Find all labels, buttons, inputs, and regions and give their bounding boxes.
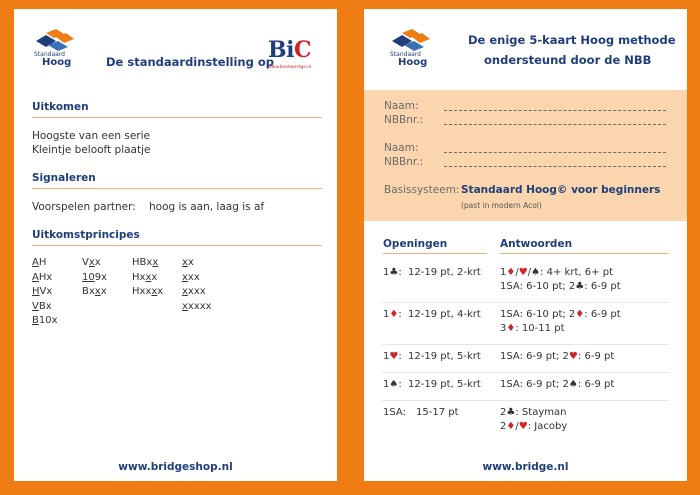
answer-line1-1: 1SA: 6-10 pt; 2♦: 6-9 pt — [500, 309, 621, 320]
uitkomen-title: Uitkomen — [32, 101, 89, 113]
principe-part-pre: Hx — [132, 271, 146, 283]
principe-part-u: x — [145, 271, 152, 283]
principe-part-post: Vx — [39, 286, 53, 297]
answer-line2-4: 2♦/♥: Jacoby — [500, 421, 568, 432]
right-header-line2: ondersteund door de NBB — [484, 53, 652, 67]
principe-part-post: x — [94, 257, 101, 268]
principe-col1-4 — [32, 315, 58, 326]
answer-line1-3: 1SA: 6-9 pt; 2♠: 6-9 pt — [500, 379, 615, 390]
principe-part-post: x — [100, 286, 107, 297]
left-card — [14, 9, 337, 481]
principe-part-u: x — [88, 257, 95, 268]
bic-logo — [268, 37, 312, 70]
logo-line2: Hoog — [42, 57, 72, 68]
opening-desc-4: 15-17 pt — [416, 407, 459, 418]
opening-bid-1: 1♦: — [383, 309, 402, 320]
nbbnr-input-2[interactable] — [444, 166, 666, 167]
principe-part-post: x — [157, 286, 164, 297]
bic-b: B — [268, 37, 287, 63]
principe-part-u: x — [94, 286, 101, 297]
logo-line1: Standaard — [34, 51, 65, 58]
opening-desc-1: 12-19 pt, 4-krt — [408, 309, 481, 320]
basissysteem-note: (past in modern Acol) — [461, 201, 542, 210]
right-card — [364, 9, 687, 481]
principe-part-u: x — [182, 286, 188, 297]
row-separator — [382, 302, 669, 303]
left-footer-link[interactable]: www.bridgeshop.nl — [118, 461, 233, 473]
signaleren-label: Voorspelen partner: — [32, 201, 136, 213]
naam-label-1: Naam: — [384, 100, 419, 112]
principe-part-u: B — [32, 315, 39, 326]
answer-line2-1: 3♦: 10-11 pt — [500, 323, 565, 334]
uitkomen-line-2: Kleintje belooft plaatje — [32, 144, 151, 156]
answer-line1-0: 1♦/♥/♠: 4+ krt, 6+ pt — [500, 267, 613, 278]
principe-part-post: x — [187, 257, 194, 268]
principe-col1-2 — [32, 286, 52, 297]
principe-part-pre: HBx — [132, 257, 153, 268]
principe-part-pre: Hxx — [132, 286, 152, 297]
principe-part-post: xxx — [187, 286, 206, 297]
logo-line2: Hoog — [398, 57, 428, 68]
opening-bid-0: 1♣: — [383, 267, 402, 278]
signaleren-title: Signaleren — [32, 172, 96, 184]
principe-col3-1 — [132, 272, 157, 283]
principe-col1-0 — [32, 257, 46, 268]
bic-url: www.bestwestgo.nl — [268, 65, 312, 70]
answer-line1-4: 2♣: Stayman — [500, 407, 567, 418]
principe-part-post: 9x — [94, 271, 108, 283]
principe-part-u: x — [182, 271, 188, 283]
principe-part-post: xx — [187, 271, 200, 283]
principe-col1-1 — [32, 272, 52, 283]
principe-col4-3 — [182, 301, 212, 312]
right-header-line1: De enige 5-kaart Hoog methode — [468, 33, 676, 47]
row-separator — [382, 372, 669, 373]
opening-desc-0: 12-19 pt, 2-krt — [408, 267, 481, 278]
principe-part-u: 10 — [82, 271, 95, 283]
principe-part-u: x — [151, 286, 158, 297]
principe-col1-3 — [32, 301, 52, 312]
principe-col4-0 — [182, 257, 194, 268]
left-header-title: De standaardinstelling op — [106, 55, 274, 69]
principe-part-u: V — [32, 300, 39, 312]
principe-part-pre: Bx — [82, 286, 95, 297]
antwoorden-divider — [500, 253, 669, 254]
right-footer-link[interactable]: www.bridge.nl — [482, 461, 569, 473]
nbbnr-label-2: NBBnr.: — [384, 156, 424, 168]
bic-c: C — [293, 37, 311, 63]
principe-part-u: x — [182, 300, 188, 312]
principe-col2-0 — [82, 257, 101, 268]
basissysteem-label: Basissysteem: — [384, 184, 460, 196]
row-separator — [382, 400, 669, 401]
principe-col3-2 — [132, 286, 163, 297]
answer-line2-0: 1SA: 6-10 pt; 2♣: 6-9 pt — [500, 281, 621, 292]
standaard-hoog-logo-right — [386, 29, 436, 67]
row-separator — [382, 344, 669, 345]
principe-part-u: A — [32, 257, 39, 268]
opening-desc-2: 12-19 pt, 5-krt — [408, 351, 481, 362]
naam-label-2: Naam: — [384, 142, 419, 154]
principe-part-u: H — [32, 286, 40, 297]
basissysteem-value: Standaard Hoog© voor beginners — [461, 184, 661, 196]
principe-part-post: Bx — [38, 300, 52, 312]
naam-input-1[interactable] — [444, 110, 666, 111]
standaard-hoog-logo — [30, 29, 80, 67]
opening-bid-3: 1♠: — [383, 379, 402, 390]
signaleren-value: hoog is aan, laag is af — [149, 201, 265, 213]
principe-part-u: x — [152, 257, 159, 268]
principe-part-post: xxxx — [187, 300, 212, 312]
principe-part-post: H — [38, 257, 47, 268]
bic-i: i — [286, 37, 294, 63]
principe-col4-2 — [182, 286, 206, 297]
opening-desc-3: 12-19 pt, 5-krt — [408, 379, 481, 390]
uitkomen-line-1: Hoogste van een serie — [32, 130, 150, 142]
naam-input-2[interactable] — [444, 152, 666, 153]
opening-bid-4: 1SA: — [383, 407, 406, 418]
principe-part-post: 10x — [38, 315, 58, 326]
principe-col3-0 — [132, 257, 158, 268]
uitkomstprincipes-title: Uitkomstprincipes — [32, 229, 140, 241]
openingen-title: Openingen — [383, 238, 448, 250]
principe-part-pre: V — [82, 257, 89, 268]
logo-line1: Standaard — [390, 51, 421, 58]
nbbnr-label-1: NBBnr.: — [384, 114, 424, 126]
signaleren-divider — [32, 188, 322, 189]
answer-line1-2: 1SA: 6-9 pt; 2♥: 6-9 pt — [500, 351, 615, 362]
uitkomstprincipes-divider — [32, 245, 322, 246]
opening-bid-2: 1♥: — [383, 351, 402, 362]
principe-col4-1 — [182, 272, 200, 283]
principe-part-post: Hx — [38, 271, 53, 283]
principe-col2-1 — [82, 272, 107, 283]
personal-details-panel — [364, 90, 687, 221]
principe-part-u: A — [32, 271, 39, 283]
uitkomen-divider — [32, 117, 322, 118]
openingen-divider — [383, 253, 487, 254]
principe-part-post: x — [151, 271, 158, 283]
nbbnr-input-1[interactable] — [444, 124, 666, 125]
principe-col2-2 — [82, 286, 107, 297]
principe-part-u: x — [182, 257, 188, 268]
antwoorden-title: Antwoorden — [500, 238, 573, 250]
